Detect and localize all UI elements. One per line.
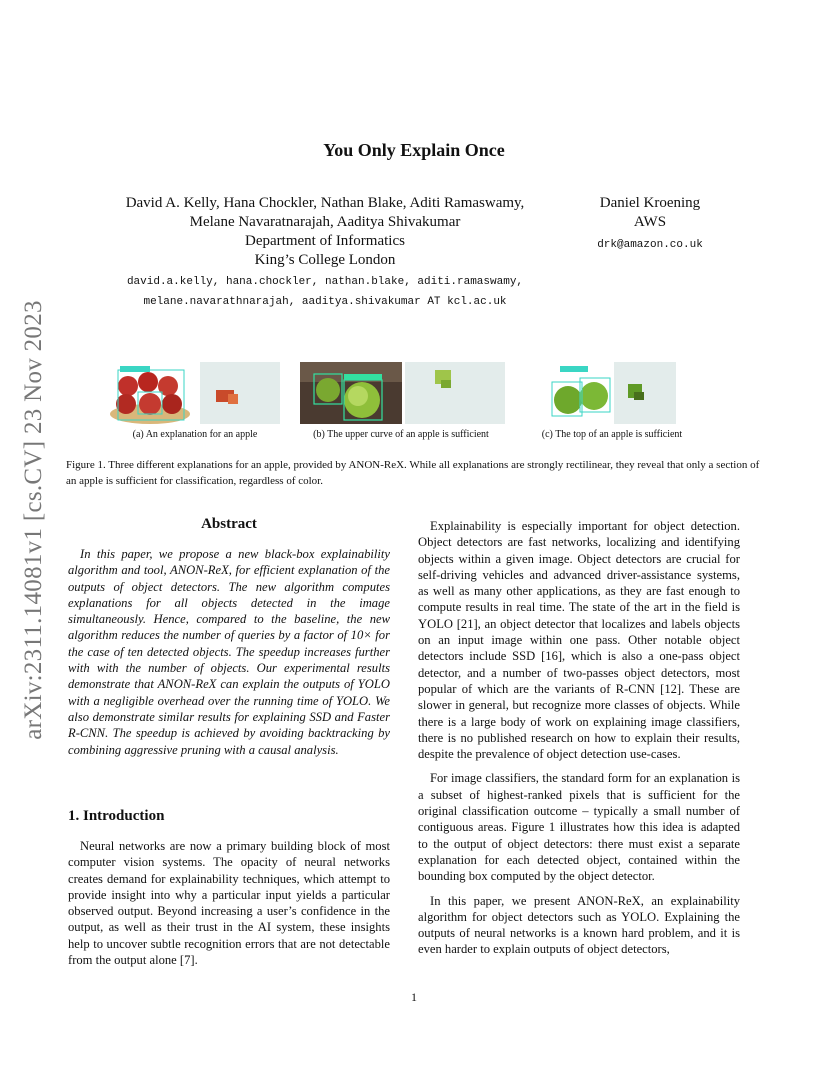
figure-b-photo — [300, 362, 402, 424]
emails-line-1: david.a.kelly, hana.chockler, nathan.blake, aditi.ramaswamy, — [126, 276, 524, 288]
right-column — [418, 518, 740, 966]
institution: King’s College London — [254, 252, 396, 268]
intro-paragraph-1: Neural networks are now a primary building block of most computer vision systems. The opacity of neural networks creates demand for explainability techniques, which attempt to provide insight into why a particular input yields a particular observed output. Beyond increasing a user’s confidence in the output, as well as their trust in the AI system, these insights help to uncover subtle recognition errors that are not detectable from the output alone [7]. — [68, 839, 390, 968]
page-number: 1 — [411, 990, 417, 1004]
abstract-heading: Abstract — [201, 516, 257, 532]
figure-b-explanation — [405, 362, 505, 424]
subcaption-c: (c) The top of an apple is sufficient — [541, 429, 683, 440]
author-block — [90, 194, 560, 270]
figure-caption: Figure 1. Three different explanations for an apple, provided by ANON-ReX. While all explanations are strongly rectilinear, they reveal that only a section of an apple is sufficient for classification, regardless of color. — [66, 459, 760, 487]
author-emails — [90, 272, 560, 312]
subcaption-b: (b) The upper curve of an apple is sufficient — [313, 429, 489, 440]
authors-line-1: David A. Kelly, Hana Chockler, Nathan Blake, Aditi Ramaswamy, — [125, 195, 525, 211]
section-heading-introduction: 1. Introduction — [68, 808, 165, 824]
figure-a-explanation — [200, 362, 280, 424]
arxiv-stamp — [14, 290, 54, 750]
department: Department of Informatics — [245, 233, 405, 249]
right-paragraph-2: For image classifiers, the standard form for an explanation is a subset of highest-ranked pixels that is sufficient for the original classification outcome – typically a small number of contiguous areas. Figure 1 illustrates how this idea is adapted to the output of object detectors: there must exist a separate explanation for each detected object, contained within the bounding box computed by the object detector. — [418, 771, 740, 884]
paper-title: You Only Explain Once — [323, 140, 505, 160]
second-affiliation — [560, 194, 740, 255]
right-paragraph-1: Explainability is especially important for object detection. Object detectors are fast networks, localizing and identifying objects within a given image. Object detectors are crucial for self-driving vehicles and advanced driver-assistance systems, as well as many other applications, as they are fast enough to compute results in real time. The state of the art in the field is YOLO [21], an object detector that localizes and labels objects on an input image within one pass. Other notable object detectors include SSD [16], which is also a one-pass object detector, and a number of two-passes object detectors, most popular of which are the variants of R-CNN [12]. These are slower in general, but recognize more classes of objects. While there is a large body of work on explaining image classifiers, there is no published research on how to explain their results, despite the prevalence of object detection use-cases. — [418, 519, 740, 762]
arxiv-stamp-text: arXiv:2311.14081v1 [cs.CV] 23 Nov 2023 — [20, 300, 47, 740]
emails-line-2: melane.navarathnarajah, aaditya.shivakumar AT kcl.ac.uk — [143, 296, 507, 308]
figure-c-explanation — [614, 362, 676, 424]
introduction-body — [68, 838, 390, 976]
second-author-email: drk@amazon.co.uk — [597, 239, 703, 251]
right-paragraph-3: In this paper, we present ANON-ReX, an explainability algorithm for object detectors such as YOLO. Explaining the outputs of neural networks is a known hard problem, and it is even harder to explain outputs of object detectors, — [418, 893, 740, 957]
abstract-text: In this paper, we propose a new black-box explainability algorithm and tool, ANON-ReX, for efficient explanation of the outputs of object detectors. The new algorithm computes explanations for all objects detected in the image simultaneously. Hence, compared to the baseline, the new algorithm reduces the number of queries by a factor of 10× for the case of ten detected objects. The speedup increases further with with the number of objects. Our experimental results demonstrate that ANON-ReX can explain the outputs of YOLO with a negligible overhead over the running time of YOLO. We also demonstrate similar results for explaining SSD and Faster R-CNN. The speedup is achieved by avoiding backtracking by combining aggressive pruning with a causal analysis. — [68, 547, 390, 757]
figure-c-photo — [548, 362, 614, 424]
abstract-body — [68, 546, 390, 758]
second-author-name: Daniel Kroening — [599, 195, 701, 211]
second-author-org: AWS — [633, 214, 667, 230]
subcaption-a: (a) An explanation for an apple — [132, 429, 258, 440]
authors-line-2: Melane Navaratnarajah, Aaditya Shivakumar — [189, 214, 461, 230]
figure-a-photo — [108, 362, 192, 424]
